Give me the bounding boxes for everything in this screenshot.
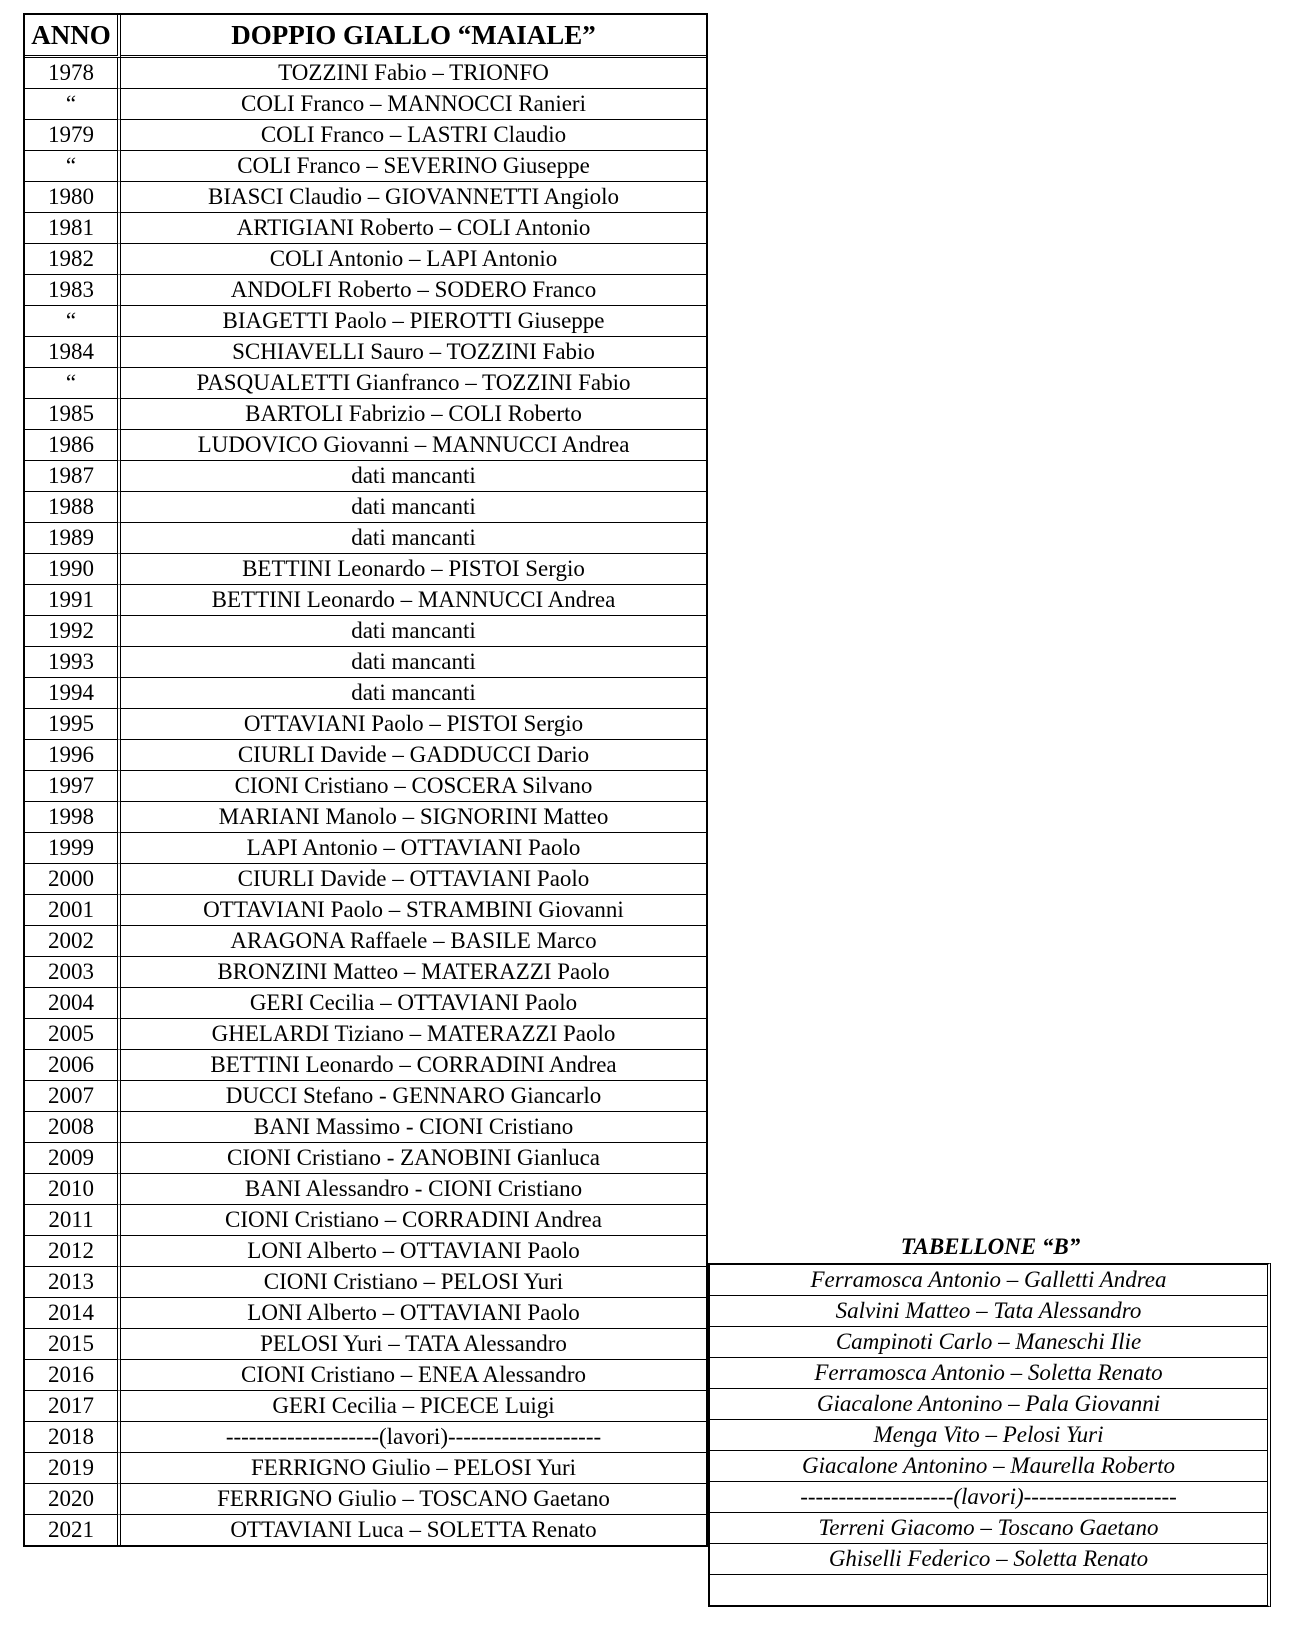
year-cell: 2021 [25, 1515, 121, 1545]
table-row [25, 1515, 706, 1545]
pair-cell: OTTAVIANI Paolo – STRAMBINI Giovanni [121, 895, 706, 926]
pair-cell: LAPI Antonio – OTTAVIANI Paolo [121, 833, 706, 864]
year-cell: 2009 [25, 1143, 121, 1174]
pair-cell: CIONI Cristiano – COSCERA Silvano [121, 771, 706, 802]
table-row [25, 1422, 706, 1453]
table-row [25, 585, 706, 616]
tabellone-b-pair-cell: Giacalone Antonino – Pala Giovanni [710, 1389, 1267, 1420]
table-row [25, 1050, 706, 1081]
pair-cell: CIONI Cristiano – PELOSI Yuri [121, 1267, 706, 1298]
tabellone-b-row [710, 1358, 1267, 1389]
winners-table-body [25, 58, 706, 1545]
table-row [25, 1112, 706, 1143]
year-cell: 1989 [25, 523, 121, 554]
year-cell: 2020 [25, 1484, 121, 1515]
table-row [25, 1360, 706, 1391]
table-row [25, 461, 706, 492]
table-row [25, 120, 706, 151]
table-row [25, 244, 706, 275]
tabellone-b-pair-cell: Salvini Matteo – Tata Alessandro [710, 1296, 1267, 1327]
year-cell: 1999 [25, 833, 121, 864]
pair-cell: dati mancanti [121, 492, 706, 523]
table-row [25, 647, 706, 678]
table-row [25, 1143, 706, 1174]
year-cell: 1997 [25, 771, 121, 802]
year-cell: 1984 [25, 337, 121, 368]
pair-cell: dati mancanti [121, 616, 706, 647]
table-row [25, 1329, 706, 1360]
tabellone-b-body [710, 1265, 1267, 1605]
table-row [25, 58, 706, 89]
pair-cell: dati mancanti [121, 678, 706, 709]
year-cell: 2018 [25, 1422, 121, 1453]
year-cell: 2008 [25, 1112, 121, 1143]
pair-cell: ARAGONA Raffaele – BASILE Marco [121, 926, 706, 957]
tabellone-b-row [710, 1451, 1267, 1482]
pair-cell: BETTINI Leonardo – MANNUCCI Andrea [121, 585, 706, 616]
table-row [25, 523, 706, 554]
tabellone-b-title: TABELLONE “B” [900, 1234, 1081, 1259]
pair-cell: BRONZINI Matteo – MATERAZZI Paolo [121, 957, 706, 988]
table-row [25, 306, 706, 337]
year-cell: 2000 [25, 864, 121, 895]
pair-cell: PASQUALETTI Gianfranco – TOZZINI Fabio [121, 368, 706, 399]
tabellone-b-table [708, 1263, 1271, 1607]
year-column-header: ANNO [25, 15, 121, 58]
year-cell: 2005 [25, 1019, 121, 1050]
table-row [25, 1267, 706, 1298]
year-cell: 2016 [25, 1360, 121, 1391]
winners-table [23, 13, 708, 1547]
table-row [25, 709, 706, 740]
tabellone-b-row [710, 1327, 1267, 1358]
table-row [25, 151, 706, 182]
table-row [25, 833, 706, 864]
tabellone-b-pair-cell: Campinoti Carlo – Maneschi Ilie [710, 1327, 1267, 1358]
year-cell: 2012 [25, 1236, 121, 1267]
year-cell: 1978 [25, 58, 121, 89]
year-cell: “ [25, 89, 121, 120]
table-row [25, 1484, 706, 1515]
year-cell: 1995 [25, 709, 121, 740]
year-cell: 2019 [25, 1453, 121, 1484]
tabellone-b-row [710, 1420, 1267, 1451]
year-cell: 1992 [25, 616, 121, 647]
year-cell: 2011 [25, 1205, 121, 1236]
table-row [25, 1019, 706, 1050]
pair-cell: BANI Massimo - CIONI Cristiano [121, 1112, 706, 1143]
tabellone-b-pair-cell: Giacalone Antonino – Maurella Roberto [710, 1451, 1267, 1482]
year-cell: “ [25, 368, 121, 399]
table-row [25, 1205, 706, 1236]
pair-cell: SCHIAVELLI Sauro – TOZZINI Fabio [121, 337, 706, 368]
year-cell: 1991 [25, 585, 121, 616]
table-row [25, 182, 706, 213]
pair-cell: COLI Franco – MANNOCCI Ranieri [121, 89, 706, 120]
year-cell: 2003 [25, 957, 121, 988]
table-row [25, 926, 706, 957]
table-row [25, 89, 706, 120]
tabellone-b-pair-cell [710, 1575, 1267, 1605]
year-cell: 2001 [25, 895, 121, 926]
pair-cell: CIONI Cristiano – CORRADINI Andrea [121, 1205, 706, 1236]
pair-cell: TOZZINI Fabio – TRIONFO [121, 58, 706, 89]
tabellone-b-pair-cell: Ferramosca Antonio – Soletta Renato [710, 1358, 1267, 1389]
table-row [25, 1453, 706, 1484]
pair-cell: BANI Alessandro - CIONI Cristiano [121, 1174, 706, 1205]
table-row [25, 864, 706, 895]
pair-cell: ANDOLFI Roberto – SODERO Franco [121, 275, 706, 306]
year-cell: 1979 [25, 120, 121, 151]
year-cell: 2010 [25, 1174, 121, 1205]
table-header-row [25, 15, 706, 58]
pair-cell: CIURLI Davide – OTTAVIANI Paolo [121, 864, 706, 895]
table-row [25, 802, 706, 833]
table-row [25, 957, 706, 988]
year-cell: 1993 [25, 647, 121, 678]
table-row [25, 616, 706, 647]
year-cell: “ [25, 306, 121, 337]
table-row [25, 895, 706, 926]
table-row [25, 771, 706, 802]
table-row [25, 492, 706, 523]
pair-cell: DUCCI Stefano - GENNARO Giancarlo [121, 1081, 706, 1112]
tabellone-b-row [710, 1513, 1267, 1544]
tabellone-b-row [710, 1265, 1267, 1296]
year-cell: 2013 [25, 1267, 121, 1298]
pair-cell: COLI Franco – LASTRI Claudio [121, 120, 706, 151]
pair-cell: dati mancanti [121, 647, 706, 678]
pair-cell: FERRIGNO Giulio – TOSCANO Gaetano [121, 1484, 706, 1515]
pair-cell: COLI Antonio – LAPI Antonio [121, 244, 706, 275]
table-row [25, 275, 706, 306]
pair-cell: CIONI Cristiano - ZANOBINI Gianluca [121, 1143, 706, 1174]
year-cell: 1982 [25, 244, 121, 275]
table-row [25, 1081, 706, 1112]
pair-cell: GHELARDI Tiziano – MATERAZZI Paolo [121, 1019, 706, 1050]
pair-cell: OTTAVIANI Paolo – PISTOI Sergio [121, 709, 706, 740]
pair-cell: BETTINI Leonardo – CORRADINI Andrea [121, 1050, 706, 1081]
year-cell: 1987 [25, 461, 121, 492]
year-cell: 2006 [25, 1050, 121, 1081]
tabellone-b-row [710, 1296, 1267, 1327]
tabellone-b-row [710, 1482, 1267, 1513]
year-cell: 1986 [25, 430, 121, 461]
pair-cell: LONI Alberto – OTTAVIANI Paolo [121, 1298, 706, 1329]
year-cell: “ [25, 151, 121, 182]
year-cell: 2015 [25, 1329, 121, 1360]
year-cell: 2002 [25, 926, 121, 957]
year-cell: 2004 [25, 988, 121, 1019]
table-row [25, 740, 706, 771]
year-cell: 1998 [25, 802, 121, 833]
table-row [25, 988, 706, 1019]
tabellone-b-pair-cell: Terreni Giacomo – Toscano Gaetano [710, 1513, 1267, 1544]
tabellone-b-row [710, 1575, 1267, 1605]
pair-cell: BIAGETTI Paolo – PIEROTTI Giuseppe [121, 306, 706, 337]
tabellone-b-pair-cell: Ferramosca Antonio – Galletti Andrea [710, 1265, 1267, 1296]
pair-cell: GERI Cecilia – PICECE Luigi [121, 1391, 706, 1422]
pair-cell: dati mancanti [121, 523, 706, 554]
year-cell: 2014 [25, 1298, 121, 1329]
pair-cell: LUDOVICO Giovanni – MANNUCCI Andrea [121, 430, 706, 461]
year-cell: 1985 [25, 399, 121, 430]
table-row [25, 554, 706, 585]
pair-cell: PELOSI Yuri – TATA Alessandro [121, 1329, 706, 1360]
table-row [25, 368, 706, 399]
tabellone-b-row [710, 1389, 1267, 1420]
pair-column-header: DOPPIO GIALLO “MAIALE” [121, 15, 706, 58]
table-row [25, 1236, 706, 1267]
year-cell: 1983 [25, 275, 121, 306]
pair-cell: OTTAVIANI Luca – SOLETTA Renato [230, 1517, 597, 1542]
pair-cell: FERRIGNO Giulio – PELOSI Yuri [121, 1453, 706, 1484]
tabellone-b-pair-cell: Menga Vito – Pelosi Yuri [710, 1420, 1267, 1451]
table-row [25, 337, 706, 368]
table-row [25, 399, 706, 430]
tabellone-b-row [710, 1544, 1267, 1575]
table-row [25, 678, 706, 709]
table-row [25, 1298, 706, 1329]
pair-cell: CIONI Cristiano – ENEA Alessandro [121, 1360, 706, 1391]
year-cell: 2017 [25, 1391, 121, 1422]
year-cell: 1988 [25, 492, 121, 523]
table-row [25, 213, 706, 244]
pair-cell: BETTINI Leonardo – PISTOI Sergio [121, 554, 706, 585]
tabellone-b-pair-cell: --------------------(lavori)-------------------- [710, 1482, 1267, 1513]
pair-cell: dati mancanti [121, 461, 706, 492]
pair-cell: GERI Cecilia – OTTAVIANI Paolo [121, 988, 706, 1019]
pair-cell: BARTOLI Fabrizio – COLI Roberto [121, 399, 706, 430]
tabellone-b-pair-cell: Ghiselli Federico – Soletta Renato [710, 1544, 1267, 1575]
pair-cell: CIURLI Davide – GADDUCCI Dario [121, 740, 706, 771]
pair-cell: --------------------(lavori)-------------------- [121, 1422, 706, 1453]
year-cell: 2007 [25, 1081, 121, 1112]
pair-cell: BIASCI Claudio – GIOVANNETTI Angiolo [121, 182, 706, 213]
pair-cell: COLI Franco – SEVERINO Giuseppe [121, 151, 706, 182]
pair-cell: ARTIGIANI Roberto – COLI Antonio [121, 213, 706, 244]
table-row [25, 430, 706, 461]
table-row [25, 1391, 706, 1422]
year-cell: 1996 [25, 740, 121, 771]
pair-cell: LONI Alberto – OTTAVIANI Paolo [121, 1236, 706, 1267]
year-cell: 1981 [25, 213, 121, 244]
pair-cell: MARIANI Manolo – SIGNORINI Matteo [121, 802, 706, 833]
year-cell: 1980 [25, 182, 121, 213]
year-cell: 1994 [25, 678, 121, 709]
year-cell: 1990 [25, 554, 121, 585]
table-row [25, 1174, 706, 1205]
